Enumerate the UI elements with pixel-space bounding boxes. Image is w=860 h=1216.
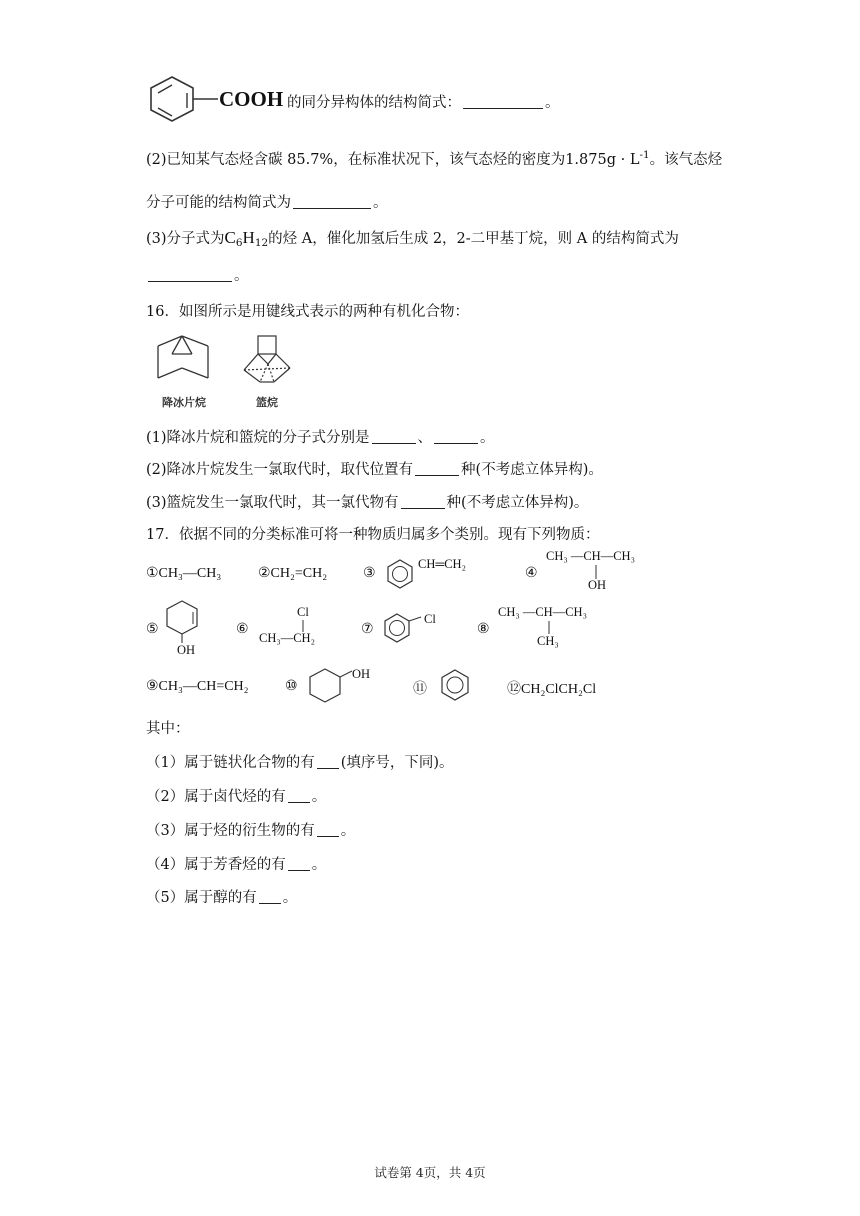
answer-blank[interactable] (288, 787, 310, 803)
compound-10-number: ⑩ (285, 679, 298, 694)
compound-11-number: ⑪ (413, 682, 427, 697)
compound-7-benzene-ring (381, 612, 425, 644)
answer-blank[interactable] (317, 821, 339, 837)
q17-part3: （3）属于烃的衍生物的有 。 (146, 819, 355, 840)
compound-8-chain: CH₃ —CH—CH₃ (498, 605, 587, 619)
compound-4-chain: CH₃ —CH—CH₃ (546, 549, 635, 563)
compound-3-benzene-ring (384, 558, 416, 590)
norbornane-structure (158, 336, 208, 378)
compound-10-cyclohexanol-ring (306, 666, 356, 706)
q16-title: 16．如图所示是用键线式表示的两种有机化合物： (146, 304, 469, 320)
compound-6-number: ⑥ (236, 622, 249, 637)
q16-structure-figure (148, 328, 302, 412)
answer-blank[interactable] (293, 193, 371, 209)
compound-10-oh: OH (352, 667, 371, 681)
compound-9: ⑨CH₃—CH=CH₂ (146, 679, 249, 694)
compound-8-bond (547, 621, 551, 634)
q15-part2-line2: 分子可能的结构简式为 。 (146, 191, 388, 212)
compound-5-number: ⑤ (146, 622, 159, 637)
answer-blank[interactable] (317, 753, 339, 769)
answer-blank[interactable] (148, 266, 232, 282)
q15-part3-line2: 。 (146, 264, 249, 285)
q15-part1-text: 的同分异构体的结构简式： 。 (287, 91, 560, 112)
page-footer: 试卷第 4页，共 4页 (374, 1165, 486, 1180)
q17-part4: （4）属于芳香烃的有 。 (146, 853, 326, 874)
answer-blank[interactable] (415, 460, 459, 476)
compound-8-branch: CH₃ (537, 634, 559, 648)
q16-part3: (3)篮烷发生一氯取代时，其一氯代物有 种(不考虑立体异构)。 (146, 491, 588, 512)
cooh-label: COOH (219, 87, 284, 111)
q15-part2-line1: (2)已知某气态烃含碳 85.7%，在标准状况下，该气态烃的密度为$1.875g \cdot L^{-1}$。该气态烃 (146, 149, 723, 168)
q17-title: 17．依据不同的分类标准可将一种物质归属多个类别。现有下列物质： (146, 527, 600, 543)
compound-7-cl: Cl (424, 612, 436, 626)
answer-blank[interactable] (372, 428, 416, 444)
compound-8-number: ⑧ (477, 622, 490, 637)
basketane-structure (244, 336, 290, 382)
compound-6-cl: Cl (297, 605, 309, 619)
q16-part2: (2)降冰片烷发生一氯取代时，取代位置有 种(不考虑立体异构)。 (146, 458, 603, 479)
q17-part2: （2）属于卤代烃的有 。 (146, 785, 326, 806)
answer-blank[interactable] (434, 428, 478, 444)
answer-blank[interactable] (259, 888, 281, 904)
compound-11-benzene-ring (438, 668, 472, 702)
compound-4-number: ④ (525, 566, 538, 581)
answer-blank[interactable] (463, 93, 543, 109)
compound-1: ①CH₃—CH₃ (146, 566, 222, 581)
compound-5-oh: OH (177, 643, 196, 657)
answer-blank[interactable] (288, 855, 310, 871)
compound-4-oh: OH (588, 578, 607, 592)
q17-part1: （1）属于链状化合物的有 (填序号，下同)。 (146, 751, 454, 772)
compound-3-group: CH═CH₂ (418, 557, 466, 571)
answer-blank[interactable] (401, 493, 445, 509)
q16-part1: (1)降冰片烷和篮烷的分子式分别是 、 。 (146, 426, 495, 447)
compound-3-number: ③ (363, 566, 376, 581)
compound-5-cyclohexenol-ring (163, 597, 201, 647)
norbornane-caption: 降冰片烷 (162, 396, 206, 409)
basketane-caption: 篮烷 (256, 396, 278, 409)
q17-among: 其中： (146, 721, 190, 737)
compound-12: ⑫CH₂ClCH₂Cl (507, 682, 597, 697)
compound-6-chain: CH₃—CH₂ (259, 631, 315, 645)
compound-4-bond (594, 565, 598, 579)
q15-part3-line1: (3)分子式为$C_6H_{12}$的烃 A，催化加氢后生成 2，2-二甲基丁烷，则 A 的结构简式为 (146, 228, 679, 249)
compound-2: ②CH₂=CH₂ (258, 566, 328, 581)
compound-7-number: ⑦ (361, 622, 374, 637)
q17-part5: （5）属于醇的有 。 (146, 886, 297, 907)
